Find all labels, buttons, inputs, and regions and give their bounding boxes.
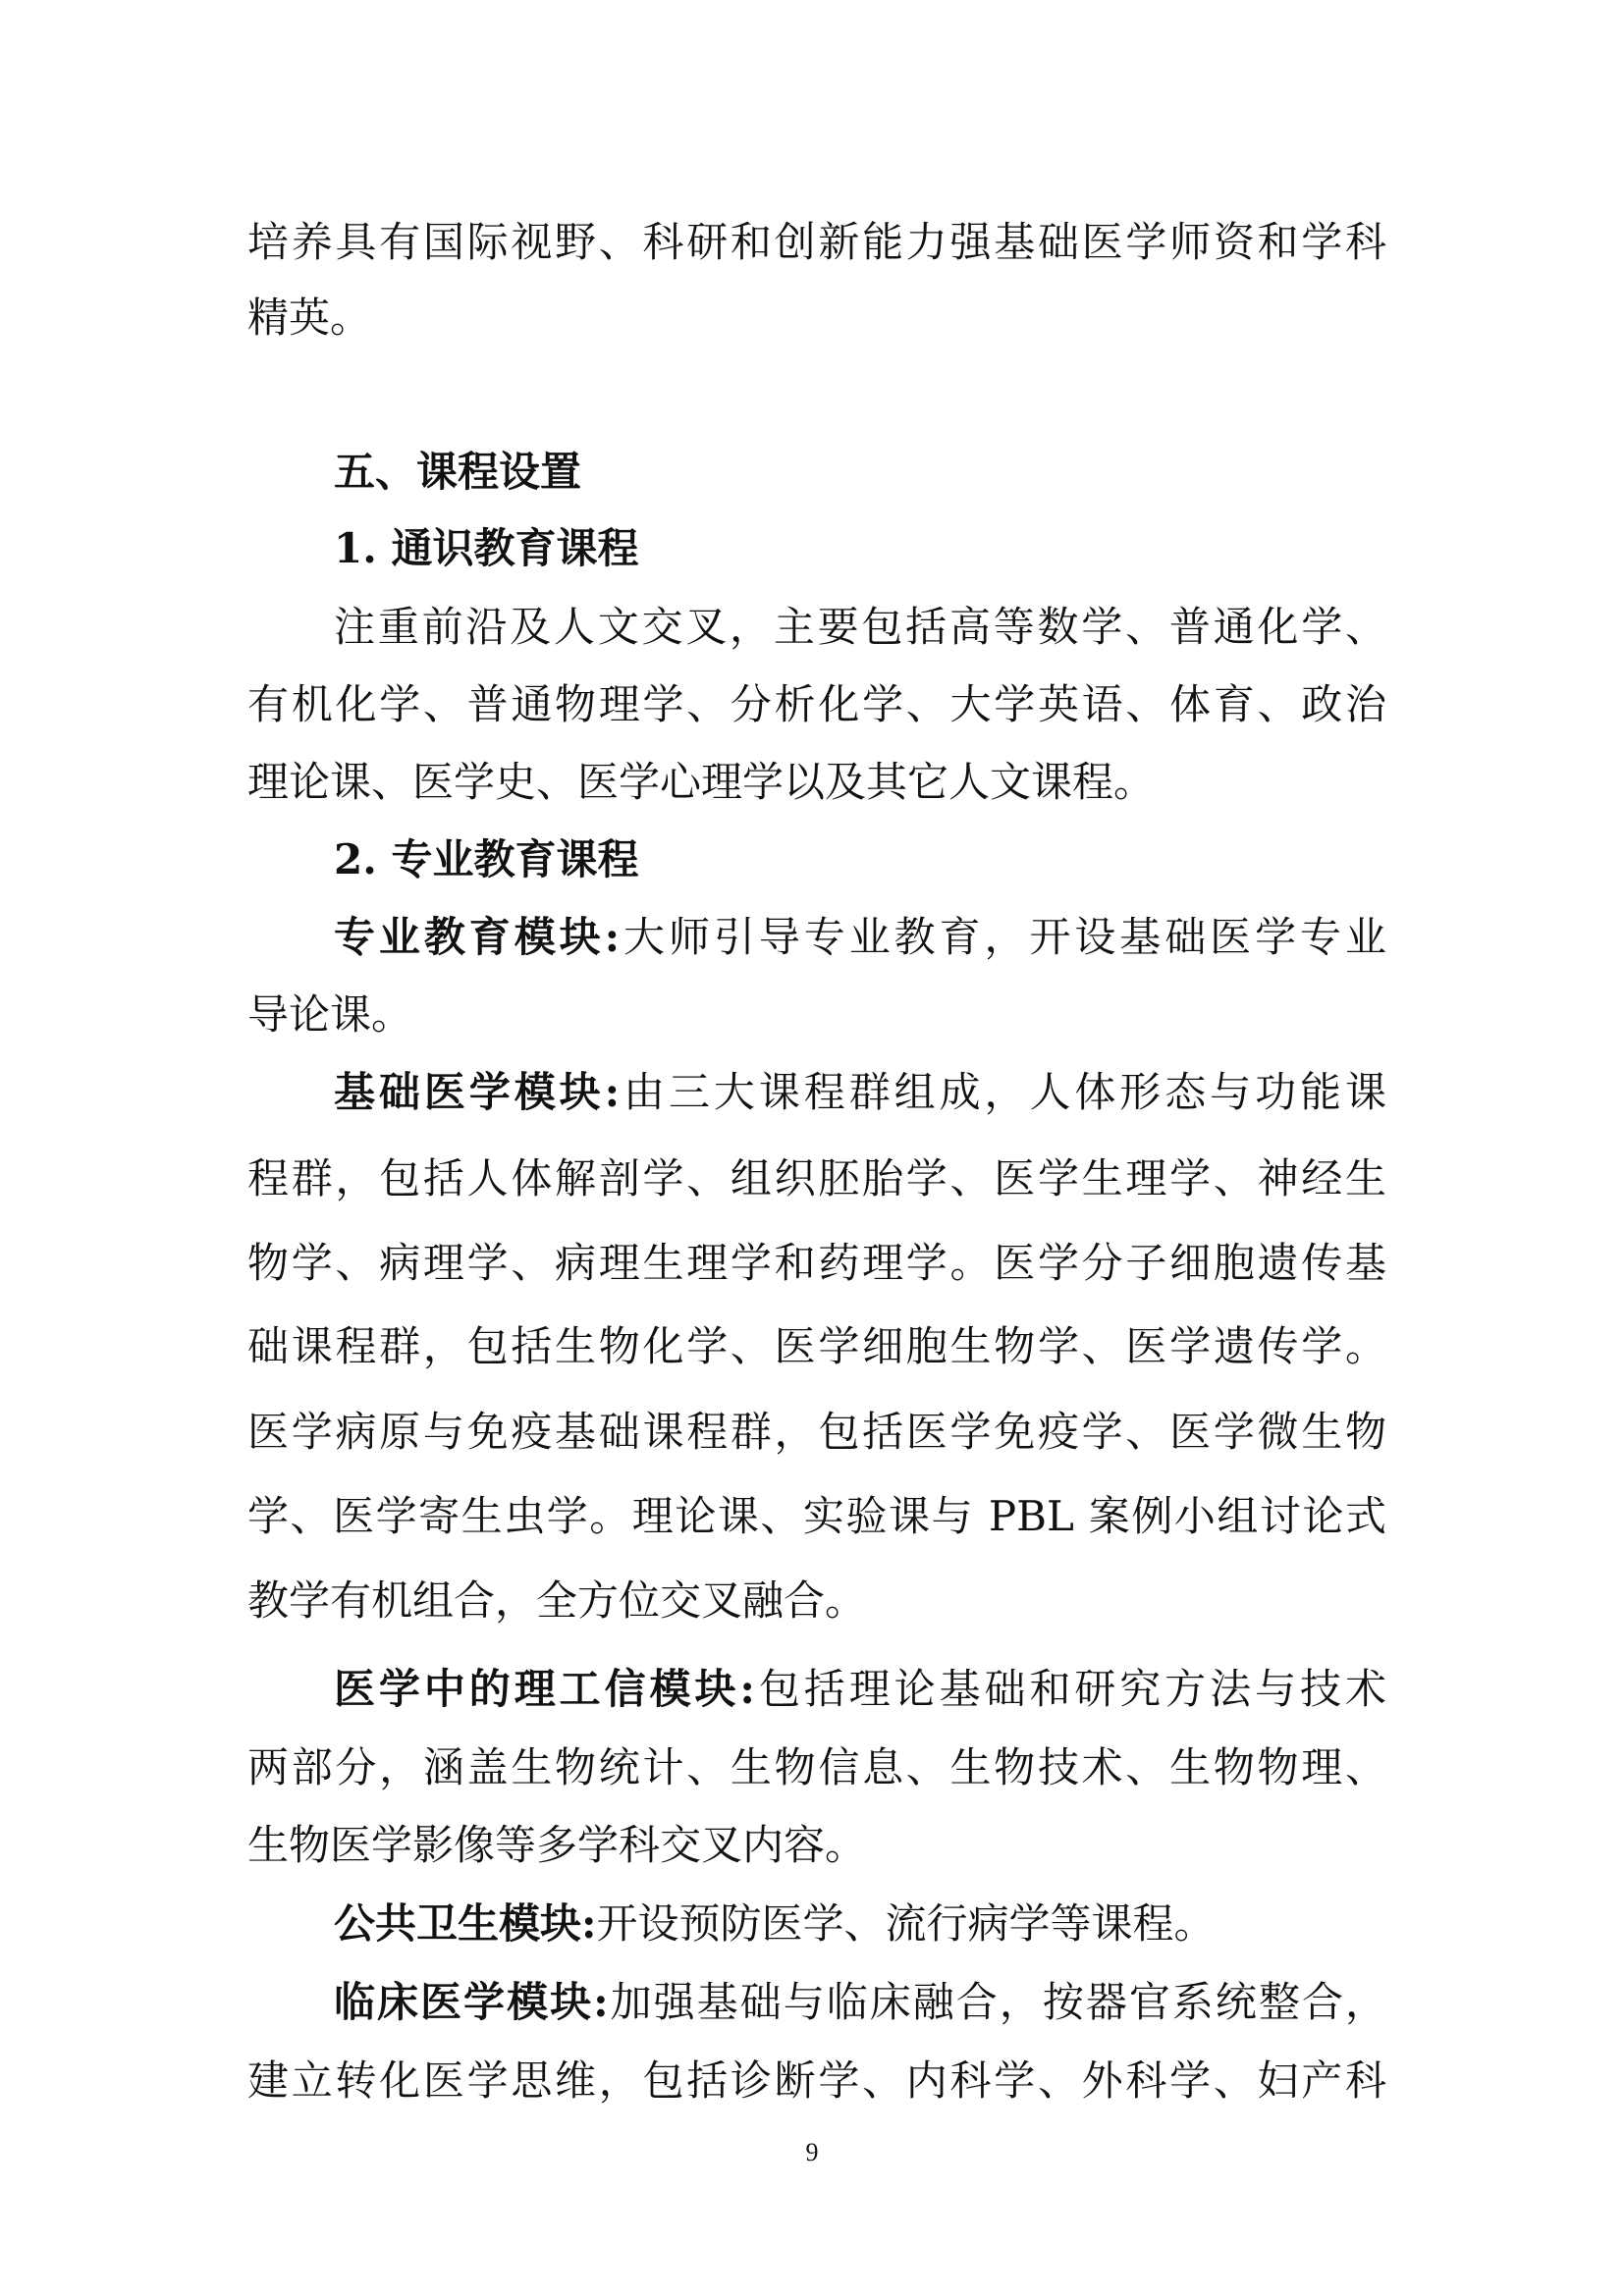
clinical-module-text: 加强基础与临床融合，按器官系统整合， <box>608 1978 1386 2026</box>
basic-medicine-line-2: 程群，包括人体解剖学、组织胚胎学、医学生理学、神经生 <box>247 1154 1386 1202</box>
science-engineering-line-3: 生物医学影像等多学科交叉内容。 <box>247 1821 867 1869</box>
science-engineering-line-2: 两部分，涵盖生物统计、生物信息、生物技术、生物物理、 <box>247 1743 1386 1791</box>
clinical-module-line-1 <box>334 1974 1386 2031</box>
basic-medicine-line-5: 医学病原与免疫基础课程群，包括医学免疫学、医学微生物 <box>247 1408 1386 1456</box>
general-education-line-2: 有机化学、普通物理学、分析化学、大学英语、体育、政治 <box>247 680 1386 728</box>
professional-module-text: 大师引导专业教育，开设基础医学专业 <box>620 913 1386 961</box>
basic-medicine-label: 基础医学模块: <box>334 1068 621 1116</box>
science-engineering-label: 医学中的理工信模块: <box>334 1665 755 1713</box>
general-education-heading: 1. 通识教育课程 <box>334 524 639 572</box>
section-title: 五、课程设置 <box>334 448 582 496</box>
basic-medicine-text: 由三大课程群组成，人体形态与功能课 <box>620 1068 1386 1116</box>
public-health-line-1 <box>334 1896 1386 1952</box>
page-number: 9 <box>805 2138 819 2166</box>
intro-line-2: 精英。 <box>247 294 372 342</box>
basic-medicine-line-7: 教学有机组合，全方位交叉融合。 <box>247 1576 867 1625</box>
public-health-text: 开设预防医学、流行病学等课程。 <box>596 1899 1216 1948</box>
basic-medicine-line-6: 学、医学寄生虫学。理论课、实验课与 PBL 案例小组讨论式 <box>247 1492 1386 1540</box>
clinical-module-label: 临床医学模块: <box>334 1978 609 2026</box>
basic-medicine-line-3: 物学、病理学、病理生理学和药理学。医学分子细胞遗传基 <box>247 1239 1386 1287</box>
professional-module-line-1 <box>334 909 1386 966</box>
professional-module-label: 专业教育模块: <box>334 913 621 961</box>
general-education-line-3: 理论课、医学史、医学心理学以及其它人文课程。 <box>247 758 1156 806</box>
professional-education-heading: 2. 专业教育课程 <box>334 835 639 883</box>
professional-module-line-2: 导论课。 <box>247 990 413 1039</box>
basic-medicine-line-4: 础课程群，包括生物化学、医学细胞生物学、医学遗传学。 <box>247 1322 1386 1370</box>
basic-medicine-line-1 <box>334 1064 1386 1121</box>
clinical-module-line-2: 建立转化医学思维，包括诊断学、内科学、外科学、妇产科 <box>247 2056 1386 2105</box>
general-education-line-1: 注重前沿及人文交叉，主要包括高等数学、普通化学、 <box>334 603 1386 651</box>
intro-line-1: 培养具有国际视野、科研和创新能力强基础医学师资和学科 <box>247 218 1386 266</box>
science-engineering-line-1 <box>334 1661 1386 1718</box>
science-engineering-text: 包括理论基础和研究方法与技术 <box>754 1665 1386 1713</box>
public-health-label: 公共卫生模块: <box>334 1899 597 1948</box>
